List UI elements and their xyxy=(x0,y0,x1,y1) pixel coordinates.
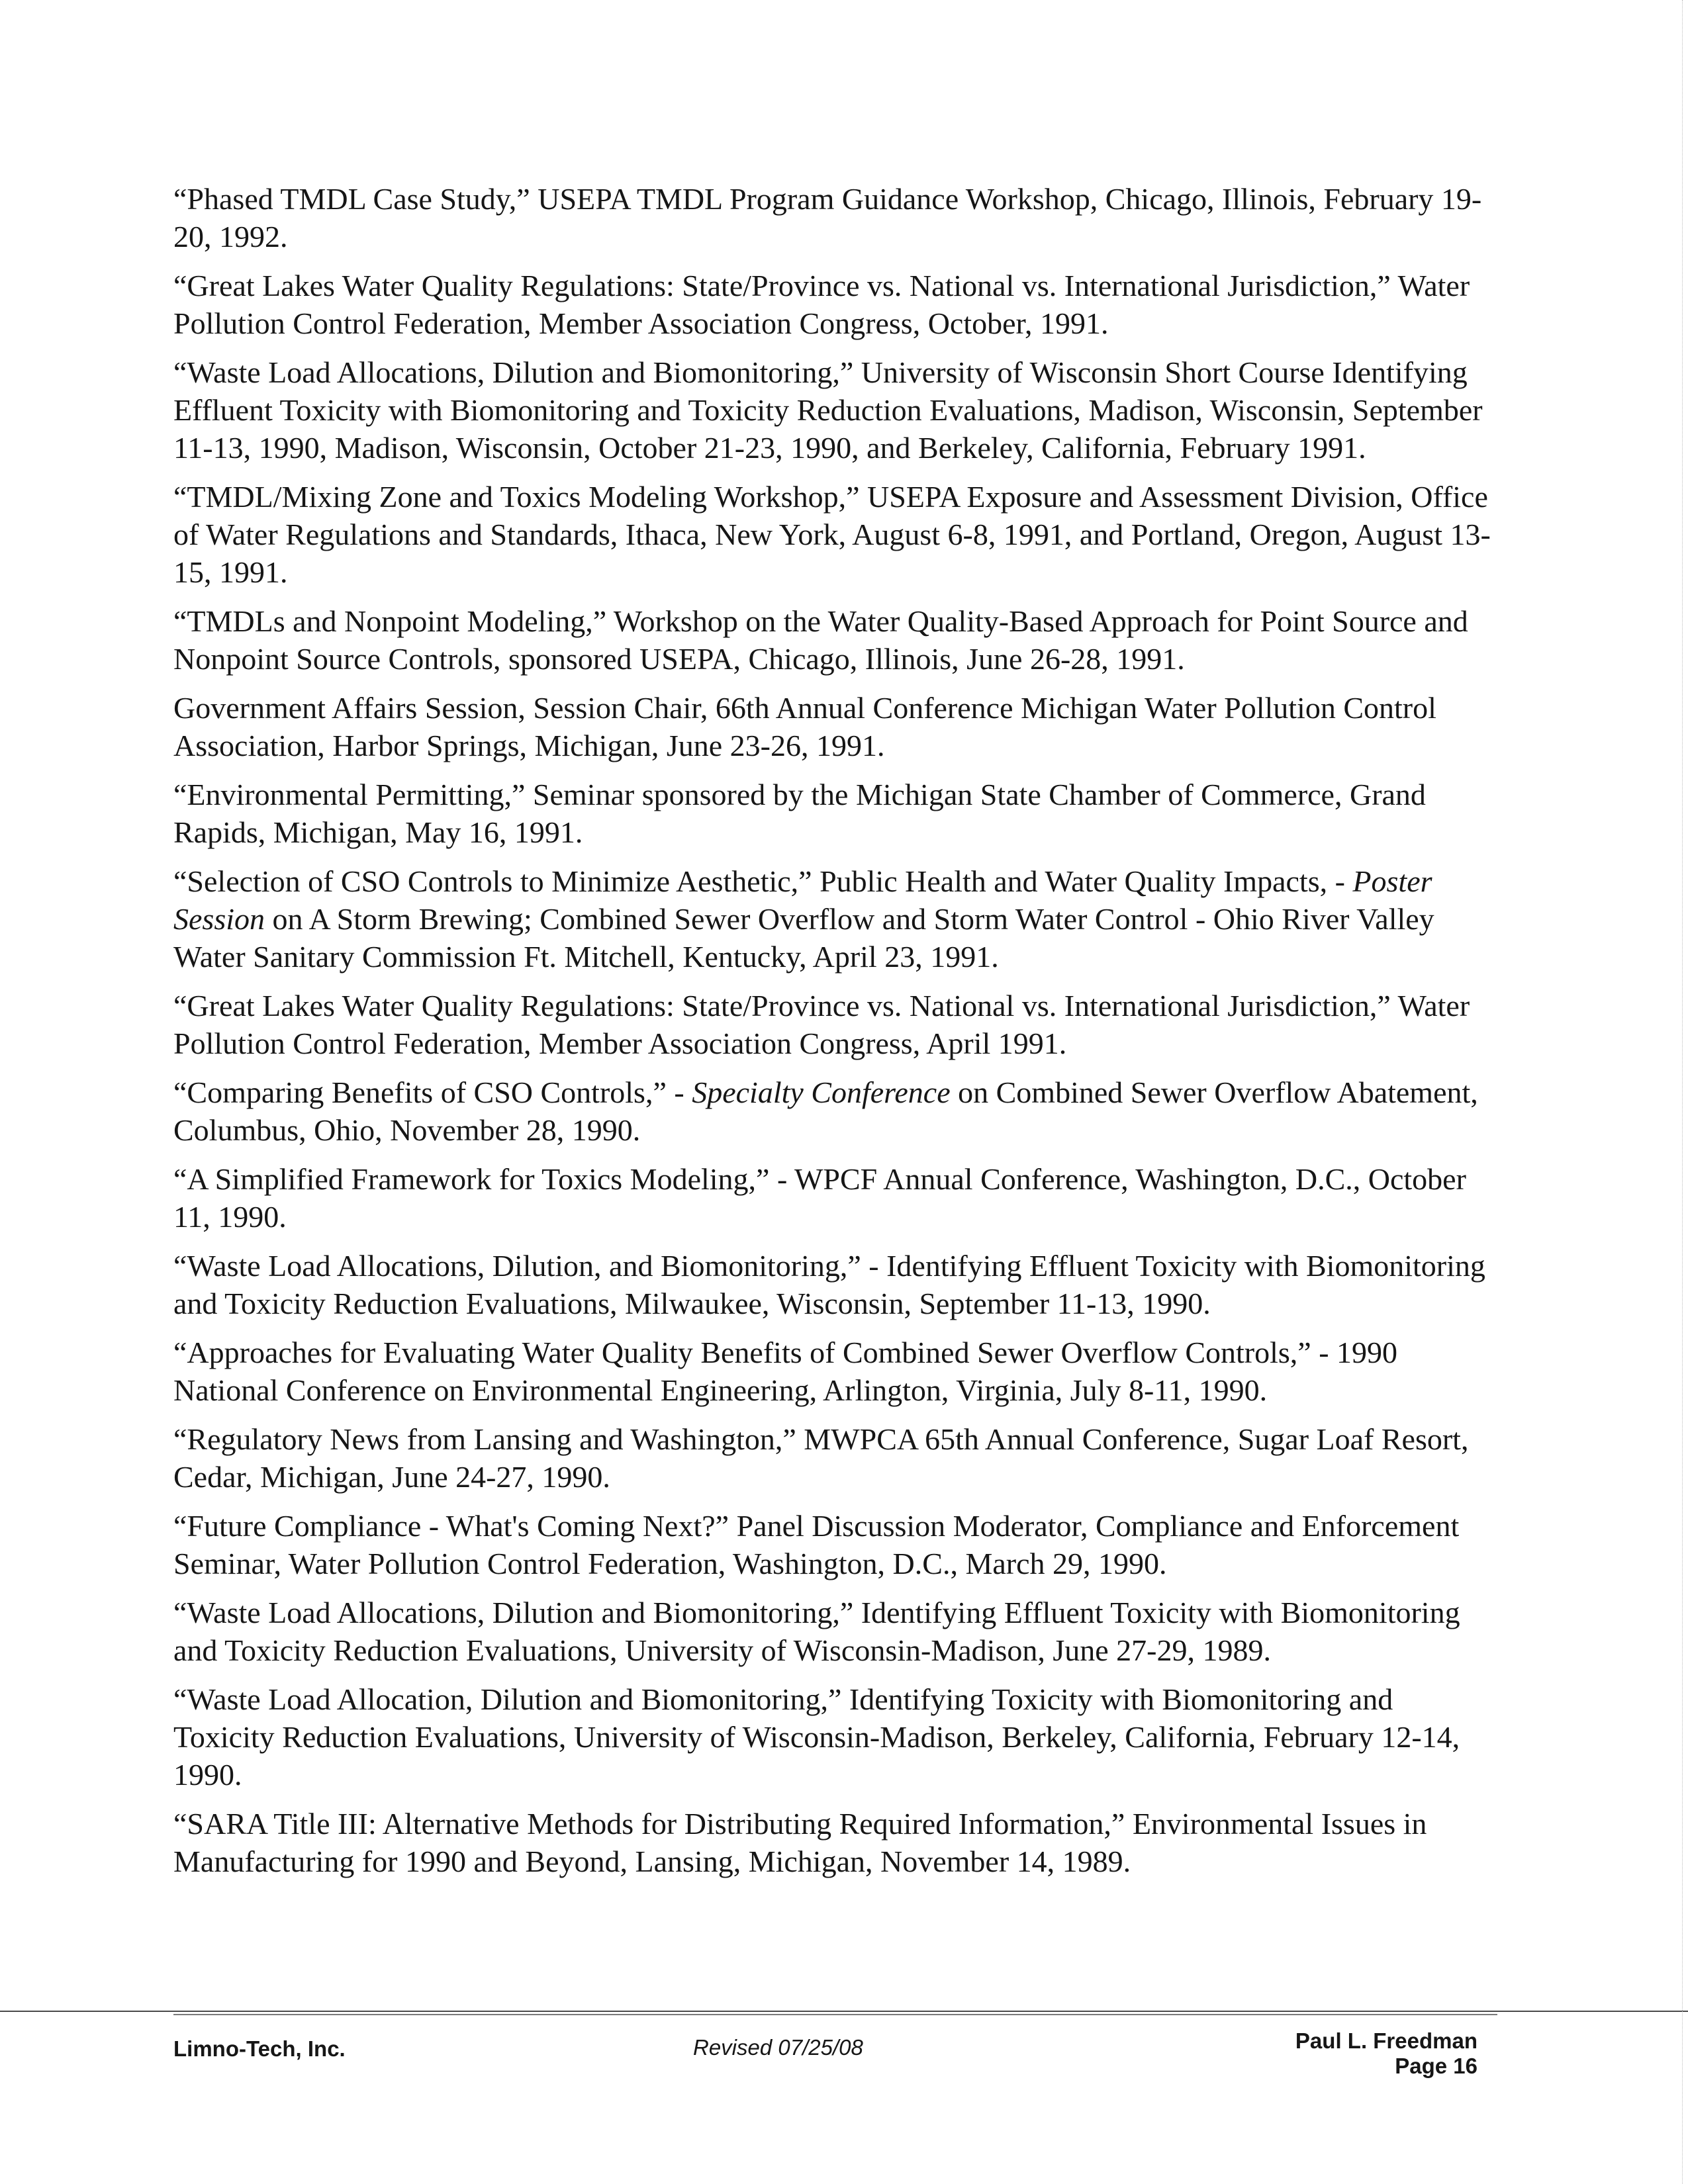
presentation-entry: “Waste Load Allocations, Dilution and Biomonitoring,” University of Wisconsin Short Course Identifying Effluent Toxicity with Biomonitoring and Toxicity Reduction Evaluations, Madison, Wisconsin, September 11-13, 1990, Madison, Wisconsin, October 21-23, 1990, and Berkeley, California, February 1991. xyxy=(173,355,1483,465)
footer-divider-inner xyxy=(173,2014,1497,2015)
footer-revised-date: Revised 07/25/08 xyxy=(693,2035,863,2060)
presentation-entry: “Phased TMDL Case Study,” USEPA TMDL Program Guidance Workshop, Chicago, Illinois, February 19-20, 1992. xyxy=(173,182,1482,253)
presentation-entry: “A Simplified Framework for Toxics Modeling,” - WPCF Annual Conference, Washington, D.C., October 11, 1990. xyxy=(173,1162,1466,1234)
presentation-entry: “Waste Load Allocations, Dilution and Biomonitoring,” Identifying Effluent Toxicity with Biomonitoring and Toxicity Reduction Evaluations, University of Wisconsin-Madison, June 27-29, 1989. xyxy=(173,1596,1460,1667)
presentation-entry: “Future Compliance - What's Coming Next?” Panel Discussion Moderator, Compliance and Enforcement Seminar, Water Pollution Control Federation, Washington, D.C., March 29, 1990. xyxy=(173,1509,1460,1580)
presentation-entry: “SARA Title III: Alternative Methods for Distributing Required Information,” Environmental Issues in Manufacturing for 1990 and Beyond, Lansing, Michigan, November 14, 1989. xyxy=(173,1807,1427,1878)
presentation-entry: “Selection of CSO Controls to Minimize Aesthetic,” Public Health and Water Quality Impacts, - Poster Session on A Storm Brewing; Combined Sewer Overflow and Storm Water Control - Ohio River Valley Water Sanitary Commission Ft. Mitchell, Kentucky, April 23, 1991. xyxy=(173,864,1434,974)
italic-phrase: Poster Session xyxy=(173,864,1432,936)
presentation-entry: “Comparing Benefits of CSO Controls,” - Specialty Conference on Combined Sewer Overflow Abatement, Columbus, Ohio, November 28, 1990. xyxy=(173,1075,1478,1147)
scan-edge-line xyxy=(1682,0,1683,2184)
footer-page-number: Page 16 xyxy=(1395,2054,1477,2078)
presentation-entry: “Waste Load Allocation, Dilution and Biomonitoring,” Identifying Toxicity with Biomonitoring and Toxicity Reduction Evaluations, University of Wisconsin-Madison, Berkeley, California, February 12-14, 1990. xyxy=(173,1682,1460,1792)
footer-author: Paul L. Freedman xyxy=(1295,2028,1477,2053)
presentation-entry: “Environmental Permitting,” Seminar sponsored by the Michigan State Chamber of Commerce, Grand Rapids, Michigan, May 16, 1991. xyxy=(173,778,1426,849)
presentation-entry: “TMDLs and Nonpoint Modeling,” Workshop on the Water Quality-Based Approach for Point Source and Nonpoint Source Controls, sponsored USEPA, Chicago, Illinois, June 26-28, 1991. xyxy=(173,604,1468,676)
footer-company: Limno-Tech, Inc. xyxy=(173,2036,346,2061)
presentation-entry: “Great Lakes Water Quality Regulations: State/Province vs. National vs. International Jurisdiction,” Water Pollution Control Federation, Member Association Congress, October, 1991. xyxy=(173,269,1470,340)
presentation-entry: “Waste Load Allocations, Dilution, and Biomonitoring,” - Identifying Effluent Toxicity with Biomonitoring and Toxicity Reduction Evaluations, Milwaukee, Wisconsin, September 11-13, 1990. xyxy=(173,1249,1485,1320)
presentation-list xyxy=(173,180,1497,1891)
footer-author-page xyxy=(1295,2028,1477,2079)
presentation-entry: Government Affairs Session, Session Chair, 66th Annual Conference Michigan Water Pollution Control Association, Harbor Springs, Michigan, June 23-26, 1991. xyxy=(173,691,1436,762)
footer-divider xyxy=(0,2011,1688,2012)
presentation-entry: “Great Lakes Water Quality Regulations: State/Province vs. National vs. International Jurisdiction,” Water Pollution Control Federation, Member Association Congress, April 1991. xyxy=(173,989,1470,1060)
presentation-entry: “Regulatory News from Lansing and Washington,” MWPCA 65th Annual Conference, Sugar Loaf Resort, Cedar, Michigan, June 24-27, 1990. xyxy=(173,1422,1469,1494)
italic-phrase: Specialty Conference xyxy=(692,1075,951,1109)
presentation-entry: “Approaches for Evaluating Water Quality Benefits of Combined Sewer Overflow Controls,” - 1990 National Conference on Environmental Engineering, Arlington, Virginia, July 8-11, 1990. xyxy=(173,1336,1398,1407)
presentation-entry: “TMDL/Mixing Zone and Toxics Modeling Workshop,” USEPA Exposure and Assessment Division, Office of Water Regulations and Standards, Ithaca, New York, August 6-8, 1991, and Portland, Oregon, August 13-15, 1991. xyxy=(173,480,1491,589)
